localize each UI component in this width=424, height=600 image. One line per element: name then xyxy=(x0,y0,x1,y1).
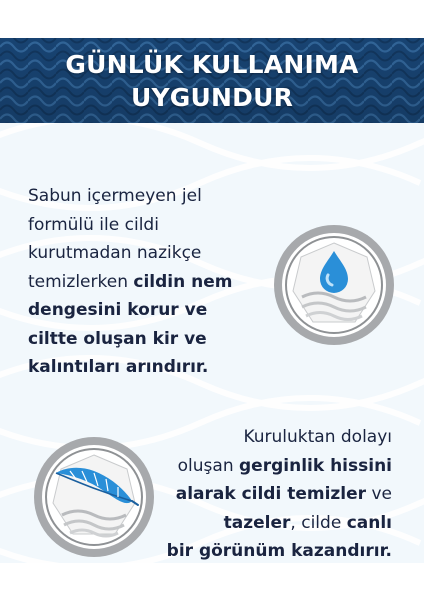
bottom-margin xyxy=(0,563,424,600)
text-segment: kurutmadan nazikçe xyxy=(28,243,202,263)
text-line xyxy=(132,480,392,509)
text-segment: ve xyxy=(366,484,392,504)
bold-text: tazeler xyxy=(223,512,291,533)
feather-badge xyxy=(32,435,156,559)
text-line xyxy=(28,353,258,382)
description-block-2 xyxy=(132,423,392,563)
text-segment: formülü ile cildi xyxy=(28,214,159,235)
bold-text: alarak cildi temizler xyxy=(175,484,367,504)
header-banner xyxy=(0,38,424,123)
text-segment: temizlerken xyxy=(28,271,134,292)
text-line xyxy=(28,211,258,240)
text-line xyxy=(132,509,392,538)
bold-text: gerginlik hissini xyxy=(239,455,392,476)
text-segment: oluşan xyxy=(177,455,240,476)
text-segment: Sabun içermeyen jel xyxy=(28,186,202,206)
bold-text: dengesini korur ve xyxy=(28,300,208,320)
bold-text: kalıntıları arındırır. xyxy=(28,357,209,377)
text-line xyxy=(132,452,392,481)
top-margin xyxy=(0,0,424,38)
text-line xyxy=(28,182,258,211)
bold-text: canlı xyxy=(346,512,392,533)
bold-text: bir görünüm kazandırır. xyxy=(166,541,392,561)
text-segment: , cilde xyxy=(290,512,347,533)
text-line xyxy=(28,268,258,297)
text-line xyxy=(132,423,392,452)
bold-text: ciltte oluşan kir ve xyxy=(28,328,207,349)
text-line xyxy=(28,325,258,354)
bold-text: cildin nem xyxy=(133,271,233,292)
water-drop-badge xyxy=(272,223,396,347)
title-line-1: GÜNLÜK KULLANIMA xyxy=(65,50,359,79)
description-block-1 xyxy=(28,182,258,382)
text-line xyxy=(132,537,392,563)
title-line-2: UYGUNDUR xyxy=(130,83,294,112)
text-segment: Kuruluktan dolayı xyxy=(243,427,392,447)
text-line xyxy=(28,239,258,268)
page-title xyxy=(0,48,424,114)
content-area xyxy=(0,123,424,563)
text-line xyxy=(28,296,258,325)
